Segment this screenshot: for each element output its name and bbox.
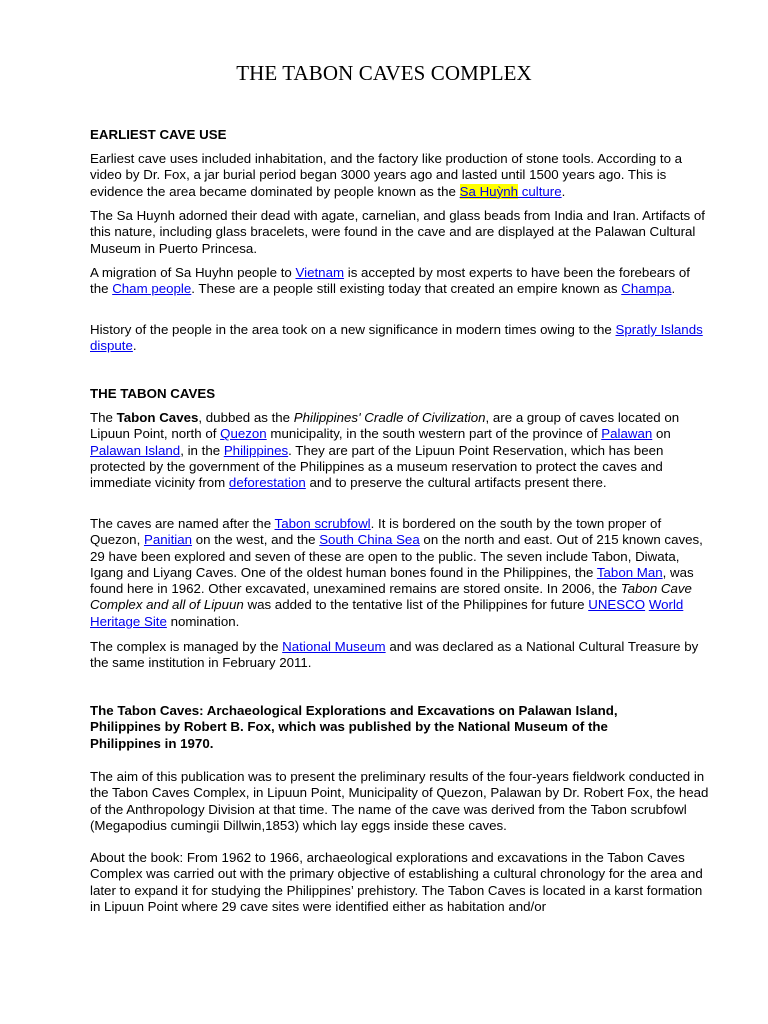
link-philippines[interactable]: Philippines <box>223 442 289 458</box>
paragraph-about-the-book: About the book: From 1962 to 1966, archaeological explorations and excavations in the Tabon Caves Complex was carried out with the primary objective of establishing a cultural chronology for the area and later to expand it for studying the Philippines’ prehistory. The Tabon Caves is located in a karst formation in Lipuun Point where 29 cave sites were identified either as habitation and/or <box>90 850 703 914</box>
text-run: The complex is managed by the <box>90 639 283 654</box>
text-run: The <box>90 410 117 425</box>
heading-publication: The Tabon Caves: Archaeological Explorations and Excavations on Palawan Island, Philippines by Robert B. Fox, which was published by the National Museum of the Philippines in 1970. <box>90 703 618 751</box>
link-national-museum[interactable]: National Museum <box>282 639 386 654</box>
text-run: History of the people in the area took on a new significance in modern times owing to the <box>90 322 616 337</box>
text-run: Earliest cave uses included inhabitation, and the factory like production of stone tools. According to a video by Dr. Fox, a jar burial period began 3000 years ago and lasted until 1500 years ago. This is evidence the area became dominated by people known as the <box>90 151 683 199</box>
link-palawan[interactable]: Palawan <box>601 426 653 442</box>
text-run: . <box>132 338 137 354</box>
paragraph-history <box>90 322 710 355</box>
text-run: municipality, in the south western part of the province of <box>266 426 602 442</box>
link-spratly-islands-dispute[interactable]: Spratly Islands dispute <box>90 322 703 354</box>
link-cham-people[interactable]: Cham people <box>112 281 192 297</box>
text-run: on <box>652 426 671 442</box>
text-run: . <box>561 183 566 199</box>
text-run: nomination. <box>166 613 240 629</box>
link-deforestation[interactable]: deforestation <box>228 475 306 491</box>
paragraph-sa-huynh-adorned <box>90 208 710 257</box>
text-run: and was declared as a National Cultural Treasure by the same institution in February 2011. <box>90 639 699 671</box>
link-sa-huynh[interactable]: Sa Huỳnh <box>459 183 519 199</box>
text-run: The Sa Huynh adorned their dead with agate, carnelian, and glass beads from India and Iran. Artifacts of this nature, including glass bracelets, were found in the cave and are displayed at the Palawan Cultural Museum in Puerto Princesa. <box>90 208 705 256</box>
text-run: is accepted by most experts to have been the forebears of the <box>90 265 690 297</box>
text-run: The caves are named after the <box>90 516 275 531</box>
page-title: THE TABON CAVES COMPLEX <box>236 61 532 85</box>
paragraph-publication-aim: The aim of this publication was to present the preliminary results of the four-years fieldwork conducted in the Tabon Caves Complex, in Lipuun Point, Municipality of Quezon, Palawan by Dr. Robert Fox, the head of the Anthropology Division at that time. The name of the cave was derived from the Tabon scrubfowl (Megapodius cumingii Dillwin,1853) which lay eggs inside these caves. <box>90 769 709 833</box>
text-run: on the west, and the <box>192 532 320 548</box>
link-south-china-sea[interactable]: South China Sea <box>319 532 420 548</box>
paragraph-caves-named <box>90 516 710 630</box>
link-world-heritage-site[interactable]: World Heritage Site <box>90 597 684 629</box>
text-run: on the north and east. Out of 215 known caves, 29 have been explored and seven of these are open to the public. The seven include Tabon, Diwata, Igang and Liyang Caves. One of the oldest human bones found in the Philippines, the <box>90 532 703 580</box>
link-palawan-island[interactable]: Palawan Island <box>90 442 181 458</box>
text-run: A migration of Sa Huyhn people to <box>90 265 296 280</box>
link-tabon-scrubfowl[interactable]: Tabon scrubfowl <box>274 516 371 531</box>
text-run: . They are part of the Lipuun Point Reservation, which has been protected by the government of the Philippines as a museum reservation to protect the caves and immediate vicinity from <box>90 442 664 491</box>
text-run: , was found here in 1962. Other excavated, unexamined remains are stored onsite. In 2006, the <box>90 564 694 597</box>
paragraph-complex-managed <box>90 639 710 672</box>
text-run: . These are a people still existing today that created an empire known as <box>191 281 622 297</box>
text-run: . It is bordered on the south by the town proper of Quezon, <box>90 516 662 548</box>
paragraph-tabon-caves-intro <box>90 410 710 491</box>
link-culture[interactable]: culture <box>518 183 562 199</box>
paragraph-migration <box>90 265 710 298</box>
text-run: , dubbed as the <box>198 410 294 425</box>
bold-text: Tabon Caves <box>116 410 199 425</box>
link-tabon-man[interactable]: Tabon Man <box>596 564 663 580</box>
link-quezon[interactable]: Quezon <box>220 426 267 442</box>
text-run: was added to the tentative list of the Philippines for future <box>243 597 589 613</box>
paragraph-earliest-cave-uses <box>90 151 710 200</box>
heading-earliest-cave-use: EARLIEST CAVE USE <box>90 127 227 142</box>
text-run: , in the <box>180 442 224 458</box>
heading-the-tabon-caves: THE TABON CAVES <box>90 386 216 401</box>
link-unesco[interactable]: UNESCO <box>588 597 646 613</box>
text-run: and to preserve the cultural artifacts present there. <box>305 475 607 491</box>
link-vietnam[interactable]: Vietnam <box>295 265 345 280</box>
italic-text: Tabon Cave Complex and all of Lipuun <box>90 581 692 613</box>
text-run: . <box>671 281 676 297</box>
italic-text: Philippines' Cradle of Civilization <box>293 410 486 425</box>
text-run: , are a group of caves located on Lipuun Point, north of <box>90 410 680 442</box>
link-panitian[interactable]: Panitian <box>143 532 193 548</box>
link-champa[interactable]: Champa <box>621 281 672 297</box>
